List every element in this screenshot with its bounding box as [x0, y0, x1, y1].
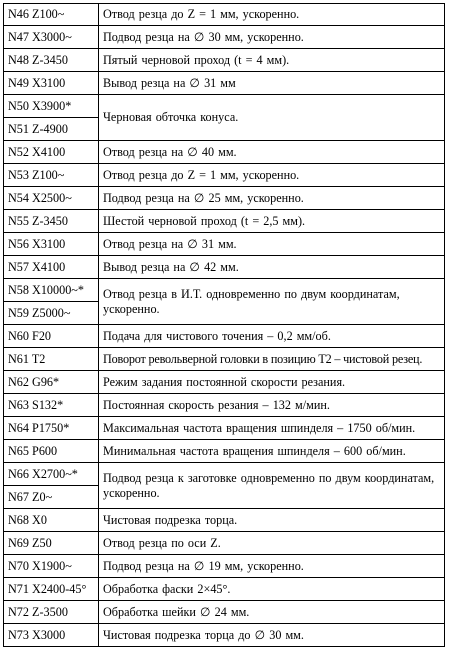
block-description: Отвод резца по оси Z. [99, 532, 445, 555]
cnc-program-table [3, 3, 445, 647]
table-row [4, 509, 445, 532]
block-code: N47 X3000~ [4, 26, 99, 49]
block-code: N73 X3000 [4, 624, 99, 647]
block-code: N65 P600 [4, 440, 99, 463]
block-description: Минимальная частота вращения шпинделя – 600 об/мин. [99, 440, 445, 463]
block-description: Отвод резца до Z = 1 мм, ускоренно. [99, 4, 445, 26]
table-row [4, 417, 445, 440]
block-description: Подвод резца на ∅ 19 мм, ускоренно. [99, 555, 445, 578]
block-code: N62 G96* [4, 371, 99, 394]
block-description: Подача для чистового точения – 0,2 мм/об. [99, 325, 445, 348]
table-row [4, 164, 445, 187]
block-code: N50 X3900* [4, 95, 99, 118]
block-code: N54 X2500~ [4, 187, 99, 210]
table-row [4, 440, 445, 463]
block-description: Отвод резца на ∅ 31 мм. [99, 233, 445, 256]
table-row [4, 348, 445, 371]
table-row [4, 325, 445, 348]
block-code: N71 X2400-45° [4, 578, 99, 601]
block-description: Вывод резца на ∅ 42 мм. [99, 256, 445, 279]
block-description: Подвод резца к заготовке одновременно по двум координатам, ускоренно. [99, 463, 445, 509]
block-code: N60 F20 [4, 325, 99, 348]
block-description: Подвод резца на ∅ 25 мм, ускоренно. [99, 187, 445, 210]
block-code: N51 Z-4900 [4, 118, 99, 141]
block-code: N48 Z-3450 [4, 49, 99, 72]
block-description: Чистовая подрезка торца до ∅ 30 мм. [99, 624, 445, 647]
block-description: Шестой черновой проход (t = 2,5 мм). [99, 210, 445, 233]
table-row [4, 532, 445, 555]
program-table-container [3, 3, 444, 647]
block-code: N46 Z100~ [4, 4, 99, 26]
block-description: Черновая обточка конуса. [99, 95, 445, 141]
table-row [4, 624, 445, 647]
block-description: Чистовая подрезка торца. [99, 509, 445, 532]
block-code: N66 X2700~* [4, 463, 99, 486]
block-code: N49 X3100 [4, 72, 99, 95]
table-row [4, 95, 445, 118]
table-row [4, 578, 445, 601]
table-row [4, 210, 445, 233]
table-row [4, 141, 445, 164]
table-row [4, 26, 445, 49]
table-row [4, 233, 445, 256]
block-code: N52 X4100 [4, 141, 99, 164]
block-description: Режим задания постоянной скорости резания. [99, 371, 445, 394]
table-row [4, 256, 445, 279]
table-row [4, 394, 445, 417]
block-code: N58 X10000~* [4, 279, 99, 302]
table-row [4, 187, 445, 210]
table-row [4, 279, 445, 302]
block-description: Постоянная скорость резания – 132 м/мин. [99, 394, 445, 417]
block-code: N70 X1900~ [4, 555, 99, 578]
block-code: N53 Z100~ [4, 164, 99, 187]
block-code: N68 X0 [4, 509, 99, 532]
block-description: Отвод резца на ∅ 40 мм. [99, 141, 445, 164]
block-description: Пятый черновой проход (t = 4 мм). [99, 49, 445, 72]
block-description: Обработка шейки ∅ 24 мм. [99, 601, 445, 624]
table-row [4, 555, 445, 578]
block-description: Отвод резца в И.Т. одновременно по двум координатам, ускоренно. [99, 279, 445, 325]
block-code: N61 T2 [4, 348, 99, 371]
block-description: Вывод резца на ∅ 31 мм [99, 72, 445, 95]
block-description: Максимальная частота вращения шпинделя – 1750 об/мин. [99, 417, 445, 440]
block-code: N63 S132* [4, 394, 99, 417]
block-code: N67 Z0~ [4, 486, 99, 509]
block-code: N69 Z50 [4, 532, 99, 555]
table-row [4, 49, 445, 72]
block-description: Обработка фаски 2×45°. [99, 578, 445, 601]
table-row [4, 4, 445, 26]
block-code: N57 X4100 [4, 256, 99, 279]
block-description: Отвод резца до Z = 1 мм, ускоренно. [99, 164, 445, 187]
table-row [4, 601, 445, 624]
block-code: N72 Z-3500 [4, 601, 99, 624]
block-code: N59 Z5000~ [4, 302, 99, 325]
block-code: N56 X3100 [4, 233, 99, 256]
block-description: Поворот револьверной головки в позицию Т2 – чистовой резец. [99, 348, 445, 371]
block-description: Подвод резца на ∅ 30 мм, ускоренно. [99, 26, 445, 49]
block-code: N64 P1750* [4, 417, 99, 440]
table-row [4, 72, 445, 95]
table-row [4, 371, 445, 394]
table-row [4, 463, 445, 486]
block-code: N55 Z-3450 [4, 210, 99, 233]
